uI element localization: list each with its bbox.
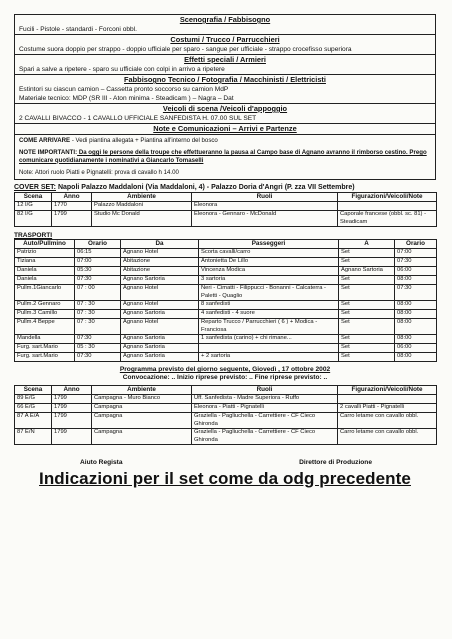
cell: Tiziana [15, 258, 75, 267]
cell: Eleonora [192, 202, 338, 211]
note-attori: Note: Attori ruolo Piatti e Pignatelli: prova di cavallo h 14.00 [19, 169, 179, 176]
table-header-row [15, 386, 437, 395]
programma-line1: Programma previsto del giorno seguente, Giovedì , 17 ottobre 2002 [119, 366, 331, 373]
cell: 3 sartoria [199, 276, 339, 285]
section-line: Estintori su ciascun camion – Cassetta pronto soccorso su camion MdP [19, 86, 229, 93]
cell: 07:00 [395, 249, 437, 258]
cell: 1770 [52, 202, 92, 211]
departments-box [14, 14, 436, 180]
come-arrivare-label: COME ARRIVARE [19, 137, 71, 144]
cell: 07 : 00 [75, 285, 121, 301]
col-header: Ambiente [92, 386, 192, 395]
cell: Antonietta De Lillo [199, 258, 339, 267]
cell: 12 I/G [15, 202, 52, 211]
programma [14, 366, 436, 382]
col-header: Scena [15, 193, 52, 202]
table-header-row [15, 240, 437, 249]
cell: Abitazione [121, 267, 199, 276]
cell: Pullm.1Giancarlo [15, 285, 75, 301]
table-row [15, 404, 437, 413]
signatures [14, 459, 436, 466]
trasporti-label: TRASPORTI [14, 232, 53, 239]
cell: 1799 [52, 429, 92, 445]
cover-set-table [14, 192, 437, 227]
cell [338, 202, 437, 211]
cell: 06:00 [395, 344, 437, 353]
section-line: Costume suora doppio per strappo - doppio ufficiale per sparo - sangue per ufficiale - strappo crocefisso superiora [19, 46, 352, 53]
table-row [15, 249, 437, 258]
cover-set [14, 184, 436, 191]
cell: Pullm.4 Beppe [15, 319, 75, 335]
cell: 1799 [52, 211, 92, 227]
cell: 05:30 [75, 267, 121, 276]
note-importanti-label: NOTE IMPORTANTI: [19, 149, 78, 156]
col-header: Auto/Pullmino [15, 240, 75, 249]
col-header: Figurazioni/Veicoli/Note [338, 386, 437, 395]
cell: Campagna [92, 413, 192, 429]
cell: 82 I/G [15, 211, 52, 227]
cell: 1 sanfedista (carino) + chi rimane... [199, 335, 339, 344]
cell: Uff. Sanfedista - Madre Superiora - Ruffo [192, 395, 338, 404]
section-title: Effetti speciali / Armieri [184, 55, 266, 64]
cell: Mandella [15, 335, 75, 344]
cell: 4 sanfedisti - 4 suore [199, 310, 339, 319]
cell: 2 cavalli Piatti - Pignatelli [338, 404, 437, 413]
cell: 08:00 [395, 301, 437, 310]
cell: 08:00 [395, 319, 437, 335]
cell: 66 E/G [15, 404, 52, 413]
notes-title: Note e Comunicazioni – Arrivi e Partenze [15, 124, 435, 135]
cell: Set [339, 276, 395, 285]
programma-line2: Convocazione: .. Inizio riprese previsto: .. Fine riprese previsto: .. [122, 374, 328, 381]
cell: 1799 [52, 413, 92, 429]
cell: Agnano Sartoria [121, 344, 199, 353]
cell: Agnano Hotel [121, 319, 199, 335]
aiuto-regista-label: Aiuto Regista [80, 459, 123, 466]
cell: Set [339, 344, 395, 353]
table-row [15, 413, 437, 429]
cell: 06:15 [75, 249, 121, 258]
note-importanti [15, 149, 435, 164]
section-effetti [15, 55, 435, 75]
cell: Agnano Sartoria [121, 353, 199, 362]
cell: Studio Mc Donald [92, 211, 192, 227]
cover-set-text: Napoli Palazzo Maddaloni (Via Maddaloni, 4) - Palazzo Doria d'Angri (P. zza VII Settembre) [56, 184, 355, 191]
cell: 87 E/N [15, 429, 52, 445]
cell: Daniela [15, 276, 75, 285]
section-title: Scenografia / Fabbisogno [179, 15, 271, 24]
table-row [15, 429, 437, 445]
table-row [15, 335, 437, 344]
note-importanti-text: Da oggi le persone della troupe che effettueranno la pausa al Campo base di Agnano avranno il rimborso cestino. Prego comunicare quotidianamente i nominativi a Giancarlo Tomaselli [19, 149, 427, 164]
section-veicoli [15, 104, 435, 124]
cell: Graziella - Pagliuchella - Carrettiere - CF Cieco Ghironda [192, 413, 338, 429]
cell: 07:30 [395, 285, 437, 301]
come-arrivare [15, 137, 435, 145]
cell: 08:00 [395, 335, 437, 344]
cell: Carro letame con cavallo obbl. [338, 413, 437, 429]
table-row [15, 258, 437, 267]
cell: Set [339, 335, 395, 344]
cell: 1799 [52, 404, 92, 413]
section-line: Spari a salve a ripetere - sparo su ufficiale con colpi in arrivo a ripetere [19, 66, 225, 73]
section-scenografia [15, 15, 435, 35]
footer-heading: Indicazioni per il set come da odg precedente [39, 469, 411, 488]
cell: 08:00 [395, 310, 437, 319]
cell: Agnano Hotel [121, 285, 199, 301]
cell: Agnano Sartoria [121, 276, 199, 285]
come-arrivare-text: - Vedi piantina allegata + Piantina all'interno del bosco [70, 137, 218, 144]
cell: Abitazione [121, 258, 199, 267]
cell: 07 : 30 [75, 310, 121, 319]
direttore-produzione-label: Direttore di Produzione [299, 459, 372, 466]
section-title: Fabbisogno Tecnico / Fotografia / Macchinisti / Elettricisti [124, 75, 326, 84]
cell: 08:00 [395, 276, 437, 285]
col-header: Ambiente [92, 193, 192, 202]
cell: Set [339, 258, 395, 267]
cell: 07 : 30 [75, 319, 121, 335]
cell: 05 : 30 [75, 344, 121, 353]
cell: Patrizio [15, 249, 75, 258]
cell: 1799 [52, 395, 92, 404]
table-row [15, 353, 437, 362]
cell: Eleonora - Gennaro - McDonald [192, 211, 338, 227]
table-row [15, 276, 437, 285]
cell: Campagna [92, 429, 192, 445]
cell: + 2 sartoria [199, 353, 339, 362]
table-row [15, 319, 437, 335]
cell: Set [339, 249, 395, 258]
cell: Campagna [92, 404, 192, 413]
cell [338, 395, 437, 404]
col-header: Da [121, 240, 199, 249]
cell: Agnano Sartoria [121, 335, 199, 344]
cell: Set [339, 310, 395, 319]
col-header: A [339, 240, 395, 249]
cell: Set [339, 353, 395, 362]
table-row [15, 211, 437, 227]
cell: Pullm.2 Gennaro [15, 301, 75, 310]
cell: Graziella - Pagliuchella - Carrettiere - CF Cieco Ghironda [192, 429, 338, 445]
cell: Agnano Sartoria [121, 310, 199, 319]
table-row [15, 202, 437, 211]
table-row [15, 301, 437, 310]
cell: Agnano Hotel [121, 249, 199, 258]
cell: Daniela [15, 267, 75, 276]
table-row [15, 344, 437, 353]
col-header: Ruoli [192, 386, 338, 395]
cell: Neri - Cimatti - Filippucci - Bonanni - Calcaterra - Paletti - Quaglio [199, 285, 339, 301]
table-row [15, 285, 437, 301]
cell: 07:00 [75, 258, 121, 267]
cell: 87 A E/A [15, 413, 52, 429]
trasporti-rows [15, 249, 437, 362]
table-row [15, 310, 437, 319]
table-row [15, 267, 437, 276]
cell: 07:30 [75, 335, 121, 344]
cell: 08:00 [395, 353, 437, 362]
cell: 07:30 [75, 353, 121, 362]
cell: 07:30 [395, 258, 437, 267]
cell: Set [339, 285, 395, 301]
cell: 8 sanfedisti [199, 301, 339, 310]
cell: Pullm.3 Camillo [15, 310, 75, 319]
col-header: Scena [15, 386, 52, 395]
col-header: Passeggeri [199, 240, 339, 249]
cell: 07:30 [75, 276, 121, 285]
table-header-row [15, 193, 437, 202]
cell [199, 344, 339, 353]
col-header: Anno [52, 386, 92, 395]
section-title: Costumi / Trucco / Parrucchieri [170, 35, 280, 44]
section-notes [15, 124, 435, 179]
col-header: Ruoli [192, 193, 338, 202]
cell: Eleonora - Piatti - Pignatelli [192, 404, 338, 413]
trasporti-table [14, 239, 437, 362]
cell: 89 E/G [15, 395, 52, 404]
section-line: Fucili - Pistole - standardi - Forconi obbl. [19, 26, 137, 33]
next-day-rows [15, 395, 437, 445]
cell: 07 : 30 [75, 301, 121, 310]
col-header: Figurazioni/Veicoli/Note [338, 193, 437, 202]
cell: Agnano Sartoria [339, 267, 395, 276]
cell: Palazzo Maddaloni [92, 202, 192, 211]
cell: Scorta cavalli/carro [199, 249, 339, 258]
col-header: Anno [52, 193, 92, 202]
cell: Carro letame con cavallo obbl. [338, 429, 437, 445]
cell: Caporale francese (obbl. sc. 81) - Steadicam [338, 211, 437, 227]
cell: Set [339, 301, 395, 310]
cell: Reparto Trucco / Parrucchieri ( 6 ) + Modica - Franciosa [199, 319, 339, 335]
section-line: 2 CAVALLI BIVACCO - 1 CAVALLO UFFICIALE SANFEDISTA H. 07.00 SUL SET [19, 115, 257, 122]
cover-set-label: COVER SET: [14, 184, 57, 191]
section-costumi [15, 35, 435, 55]
col-header: Orario [395, 240, 437, 249]
section-tecnico [15, 75, 435, 104]
cell: Vincenza Modica [199, 267, 339, 276]
section-line: Materiale tecnico: MDP (SR III - Aton minima - Steadicam ) – Nagra – Dat [19, 95, 234, 102]
next-day-table [14, 385, 437, 445]
cell: Set [339, 319, 395, 335]
section-title: Veicoli di scena /Veicoli d'appoggio [162, 104, 288, 113]
table-row [15, 395, 437, 404]
cell: Furg. sart.Mario [15, 353, 75, 362]
cell: Campagna - Muro Bianco [92, 395, 192, 404]
cell: 06:00 [395, 267, 437, 276]
col-header: Orario [75, 240, 121, 249]
cell: Furg. sart.Mario [15, 344, 75, 353]
cell: Agnano Hotel [121, 301, 199, 310]
call-sheet-page [14, 14, 436, 489]
